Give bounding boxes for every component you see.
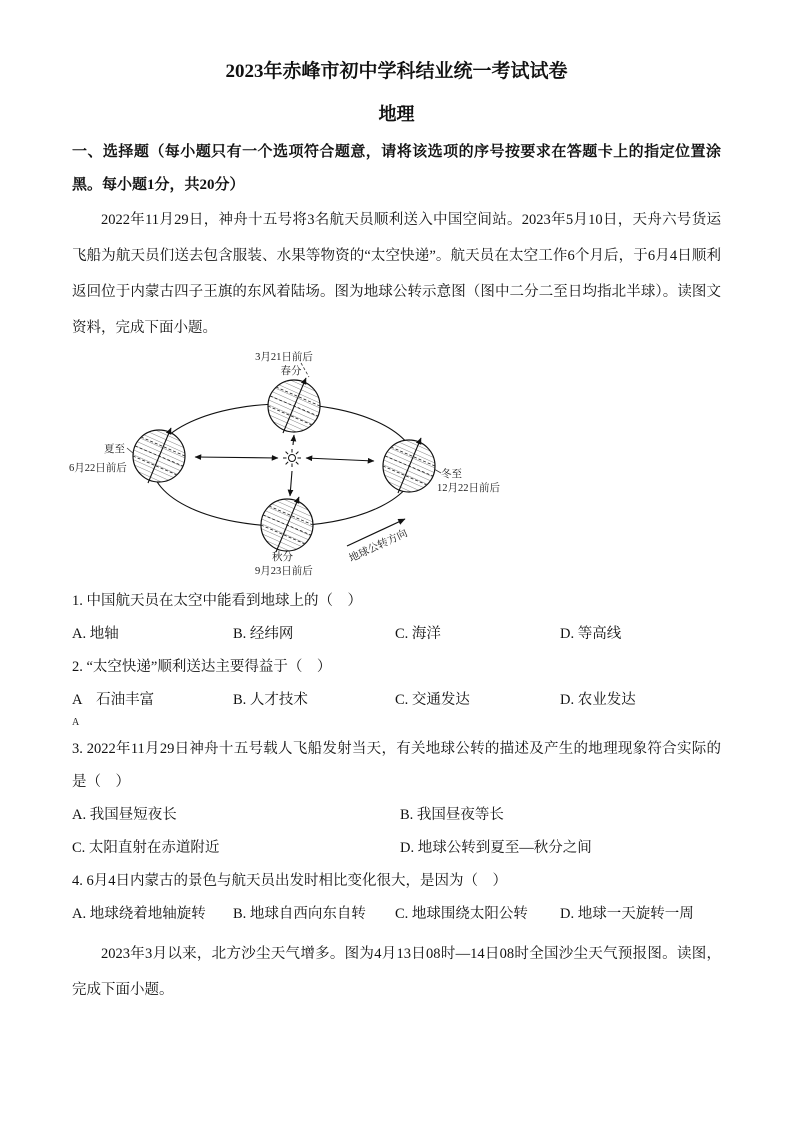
question-2 — [72, 651, 721, 717]
intro-paragraph-2: 2023年3月以来，北方沙尘天气增多。图为4月13日08时—14日08时全国沙尘天气预报图。读图，完成下面小题。 — [72, 946, 721, 998]
question-2-stem: 2. “太空快递”顺利送达主要得益于（ ） — [72, 659, 332, 675]
question-4-option-c: C. 地球围绕太阳公转 — [395, 906, 528, 922]
label-revolution-direction: 地球公转方向 — [347, 528, 410, 565]
question-4-options — [72, 898, 721, 931]
question-3 — [72, 733, 721, 865]
earth-winter-solstice — [383, 438, 435, 493]
intro-paragraph-1: 2022年11月29日，神舟十五号将3名航天员顺利送入中国空间站。2023年5月10日，天舟六号货运飞船为航天员们送去包含服装、水果等物资的“太空快递”。航天员在太空工作6个月后，于6月4日顺利返回位于内蒙古四子王旗的东风着陆场。图为地球公转示意图（图中二分二至日均指北半球）。读图文资料，完成下面小题。 — [72, 212, 721, 336]
earth-revolution-diagram — [64, 348, 721, 585]
earth-revolution-figure — [64, 348, 544, 580]
question-4-option-a: A. 地球绕着地轴旋转 — [72, 906, 206, 922]
question-2-option-d: D. 农业发达 — [560, 692, 636, 708]
question-3-option-b: B. 我国昼夜等长 — [400, 807, 504, 823]
question-2-options — [72, 684, 721, 717]
question-3-options — [72, 799, 721, 865]
label-spring-date: 3月21日前后 — [255, 352, 313, 363]
question-1-option-c: C. 海洋 — [395, 626, 441, 642]
label-autumn-name: 秋分 — [272, 552, 293, 563]
question-1-stem: 1. 中国航天员在太空中能看到地球上的（ ） — [72, 593, 362, 609]
question-3-stem: 3. 2022年11月29日神舟十五号载人飞船发射当天，有关地球公转的描述及产生的地理现象符合实际的是（ ） — [72, 741, 721, 790]
question-1 — [72, 585, 721, 651]
earth-summer-solstice — [133, 428, 185, 483]
question-2-option-a: A 石油丰富 — [72, 692, 155, 708]
question-1-options — [72, 618, 721, 651]
question-4-option-b: B. 地球自西向东自转 — [233, 906, 366, 922]
label-summer-name: 夏至 — [104, 444, 125, 455]
question-4-stem: 4. 6月4日内蒙古的景色与航天员出发时相比变化很大，是因为（ ） — [72, 873, 507, 889]
label-summer-date: 6月22日前后 — [69, 463, 127, 474]
stray-mark: A — [72, 717, 80, 728]
sun-icon — [282, 448, 302, 468]
label-spring-name: 春分 — [280, 366, 302, 377]
question-4-option-d: D. 地球一天旋转一周 — [560, 906, 694, 922]
question-3-option-a: A. 我国昼短夜长 — [72, 807, 177, 823]
earth-autumn-equinox — [261, 497, 313, 552]
question-3-option-c: C. 太阳直射在赤道附近 — [72, 840, 220, 856]
label-winter-name: 冬至 — [441, 469, 462, 480]
sun-earth-arrows — [195, 435, 374, 496]
question-2-option-b: B. 人才技术 — [233, 692, 308, 708]
question-1-option-d: D. 等高线 — [560, 626, 622, 642]
question-4 — [72, 865, 721, 931]
exam-title: 2023年赤峰市初中学科结业统一考试试卷 — [225, 61, 568, 82]
earth-spring-equinox — [268, 378, 320, 433]
label-autumn-date: 9月23日前后 — [255, 566, 313, 577]
question-1-option-a: A. 地轴 — [72, 626, 119, 642]
question-1-option-b: B. 经纬网 — [233, 626, 294, 642]
question-3-option-d: D. 地球公转到夏至—秋分之间 — [400, 840, 592, 856]
label-winter-date: 12月22日前后 — [437, 483, 500, 494]
question-2-option-c: C. 交通发达 — [395, 692, 470, 708]
exam-subject: 地理 — [378, 104, 415, 124]
section-1-header: 一、选择题（每小题只有一个选项符合题意，请将该选项的序号按要求在答题卡上的指定位置涂黑。每小题1分，共20分） — [72, 144, 721, 193]
